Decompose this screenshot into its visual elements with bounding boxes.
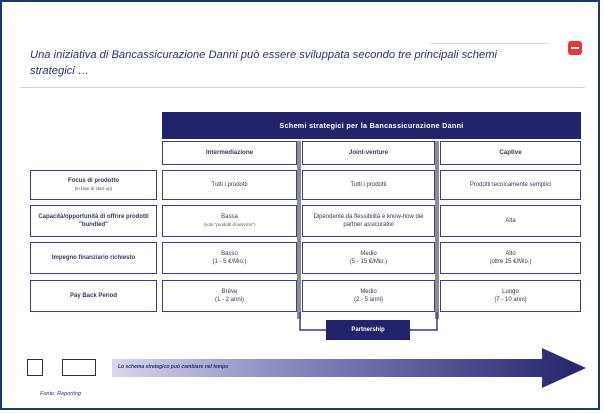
brand-logo-icon xyxy=(568,41,582,55)
row-header-sublabel: (in fase di start-up) xyxy=(74,186,113,191)
row-header-label: Focus di prodotto xyxy=(68,178,119,184)
cell-note: (7 - 10 anni) xyxy=(494,297,527,303)
arrow-caption: Lo schema strategico può cambiare nel tempo xyxy=(118,364,229,370)
cell-value: Medio xyxy=(360,289,377,295)
source-note: Fonte: Reporting xyxy=(40,391,81,397)
title-divider xyxy=(20,87,585,88)
cell-value: Medio xyxy=(360,251,377,257)
row-header-payback: Pay Back Period xyxy=(30,280,157,312)
row-header-bundled: Capacità/opportunità di offrire prodotti "bundled" xyxy=(30,205,157,237)
top-rule xyxy=(430,43,548,44)
table-cell: Tutti i prodotti xyxy=(162,170,297,200)
table-cell: Alta xyxy=(440,205,581,237)
column-header-joint-venture: Joint-venture xyxy=(302,141,435,165)
table-cell xyxy=(162,205,297,237)
cell-value: Basso xyxy=(221,251,238,257)
slide-title: Una iniziativa di Bancassicurazione Danni può essere sviluppata secondo tre principali schemi strategici … xyxy=(30,49,498,77)
cell-note: (solo "prodotti di servizio") xyxy=(203,222,256,227)
cell-note: (5 - 15 €/Mio.) xyxy=(349,259,388,265)
cell-note: (1 - 2 anni) xyxy=(214,297,244,303)
column-separator xyxy=(297,141,301,319)
column-header-intermediazione: Intermediazione xyxy=(162,141,297,165)
table-cell xyxy=(302,242,435,274)
table-cell xyxy=(162,242,297,274)
table-cell: Tutti i prodotti xyxy=(302,170,435,200)
row-header-focus xyxy=(30,170,157,200)
partnership-box: Partnership xyxy=(326,320,410,340)
row-header-impegno: Impegno finanziario richiesto xyxy=(30,242,157,274)
column-separator xyxy=(435,141,439,319)
cell-value: Lungo xyxy=(502,289,519,295)
table-title: Schemi strategici per la Bancassicurazione Danni xyxy=(162,112,581,139)
table-cell xyxy=(302,280,435,312)
cell-note: (oltre 15 €/Mio.) xyxy=(489,259,532,265)
table-cell xyxy=(440,242,581,274)
legend-square-wide xyxy=(62,359,96,376)
table-cell xyxy=(162,280,297,312)
cell-value: Breve xyxy=(221,289,238,295)
column-header-captive: Captive xyxy=(440,141,581,165)
cell-value: Bassa xyxy=(221,214,238,220)
cell-value: Alto xyxy=(505,251,516,257)
legend-square-small xyxy=(27,359,43,376)
table-cell xyxy=(440,280,581,312)
cell-note: (1 - 5 €/Mio.) xyxy=(212,259,247,265)
table-cell: Dipendente da flessibilità e know-how dei partner assicurativi xyxy=(302,205,435,237)
table-cell: Prodotti tecnicamente semplici xyxy=(440,170,581,200)
cell-note: (2 - 5 anni) xyxy=(353,297,383,303)
